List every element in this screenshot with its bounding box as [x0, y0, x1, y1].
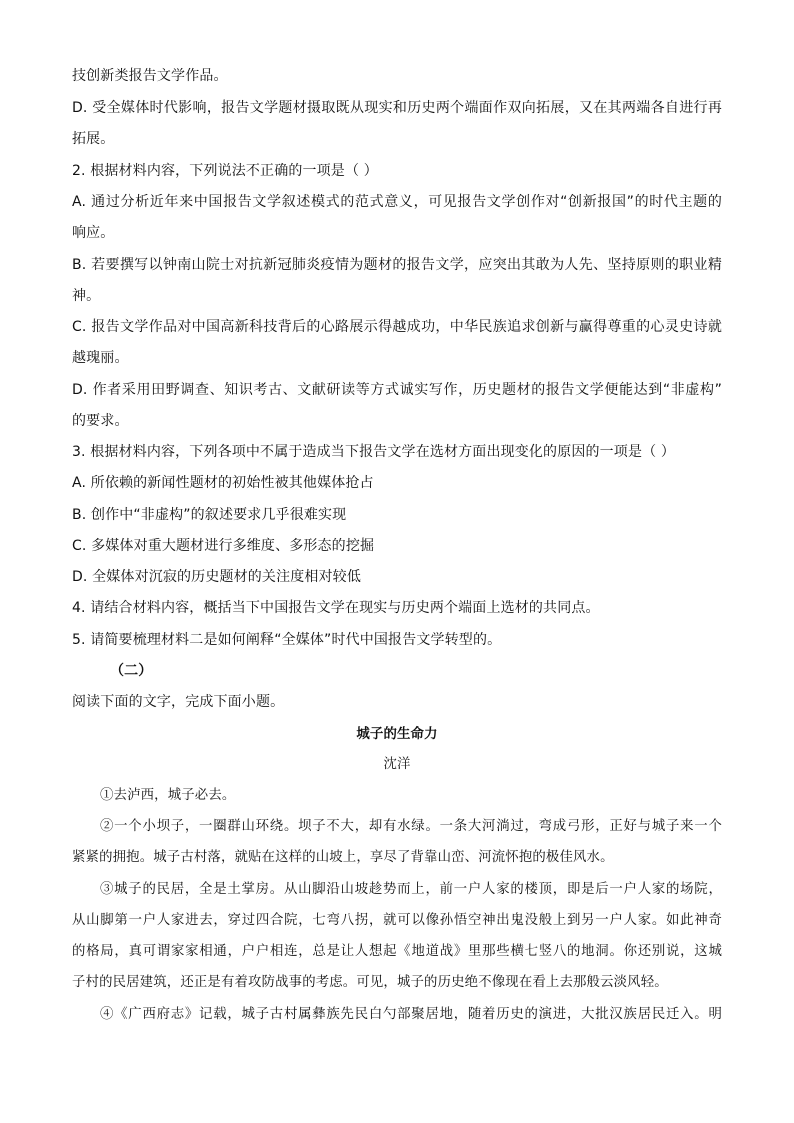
question-2: 2. 根据材料内容，下列说法不正确的一项是（ ）	[72, 163, 378, 179]
question-4: 4. 请结合材料内容，概括当下中国报告文学在现实与历史两个端面上选材的共同点。	[72, 600, 600, 616]
option-d-line: D. 受全媒体时代影响，报告文学题材摄取既从现实和历史两个端面作双向拓展，又在其两端各自进行再	[72, 100, 722, 116]
option-b: B. 创作中“非虚构”的叙述要求几乎很难实现	[72, 507, 347, 523]
question-3: 3. 根据材料内容，下列各项中不属于造成当下报告文学在选材方面出现变化的原因的一项是（ ）	[72, 444, 676, 460]
article-paragraph-1: ①去泸西，城子必去。	[100, 788, 236, 803]
text-line: 技创新类报告文学作品。	[72, 68, 228, 84]
option-c-line: C. 报告文学作品对中国高新科技背后的心路展示得越成功，中华民族追求创新与赢得尊重的心灵史诗就	[72, 319, 722, 335]
text-line: 的要求。	[72, 413, 129, 429]
option-d-line: D. 作者采用田野调查、知识考古、文献研读等方式诚实写作，历史题材的报告文学便能达到“非虚构”	[72, 382, 722, 398]
article-paragraph-4: ④《广西府志》记载，城子古村属彝族先民白勺部聚居地，随着历史的演进，大批汉族居民迁入。明	[100, 1007, 722, 1022]
option-a: A. 所依赖的新闻性题材的初始性被其他媒体抢占	[72, 475, 374, 491]
option-a-line: A. 通过分析近年来中国报告文学叙述模式的范式意义，可见报告文学创作对“创新报国”的时代主题的	[72, 194, 722, 210]
text-line: 神。	[72, 288, 101, 304]
article-text-line: 紧紧的拥抱。城子古村落，就贴在这样的山坡上，享尽了背靠山峦、河流怀抱的极佳风水。	[72, 850, 614, 865]
text-line: 越瑰丽。	[72, 350, 129, 366]
article-text-line: 从山脚第一户人家进去，穿过四合院，七弯八拐，就可以像孙悟空神出鬼没般上到另一户人家。如此神奇	[72, 913, 722, 928]
section-heading: （二）	[110, 663, 153, 679]
article-paragraph-2: ②一个小坝子，一圈群山环绕。坝子不大，却有水绿。一条大河淌过，弯成弓形，正好与城子来一个	[100, 819, 722, 834]
article-paragraph-3: ③城子的民居，全是土掌房。从山脚沿山坡趁势而上，前一户人家的楼顶，即是后一户人家的场院，	[100, 882, 722, 897]
text-line: 拓展。	[72, 131, 115, 147]
article-author: 沈洋	[383, 757, 411, 772]
article-title: 城子的生命力	[356, 726, 438, 742]
instruction: 阅读下面的文字，完成下面小题。	[72, 694, 285, 710]
option-d: D. 全媒体对沉寂的历史题材的关注度相对较低	[72, 569, 361, 585]
article-text-line: 子村的民居建筑，还正是有着攻防战事的考虑。可见，城子的历史绝不像现在看上去那般云淡风轻。	[72, 975, 668, 990]
option-b-line: B. 若要撰写以钟南山院士对抗新冠肺炎疫情为题材的报告文学，应突出其敢为人先、坚持原则的职业精	[72, 257, 722, 273]
question-5: 5. 请简要梳理材料二是如何阐释“全媒体”时代中国报告文学转型的。	[72, 632, 502, 648]
option-c: C. 多媒体对重大题材进行多维度、多形态的挖掘	[72, 538, 375, 554]
article-text-line: 的格局，真可谓家家相通，户户相连，总是让人想起《地道战》里那些横七竖八的地洞。你还别说，这城	[72, 944, 722, 959]
text-line: 响应。	[72, 225, 115, 241]
